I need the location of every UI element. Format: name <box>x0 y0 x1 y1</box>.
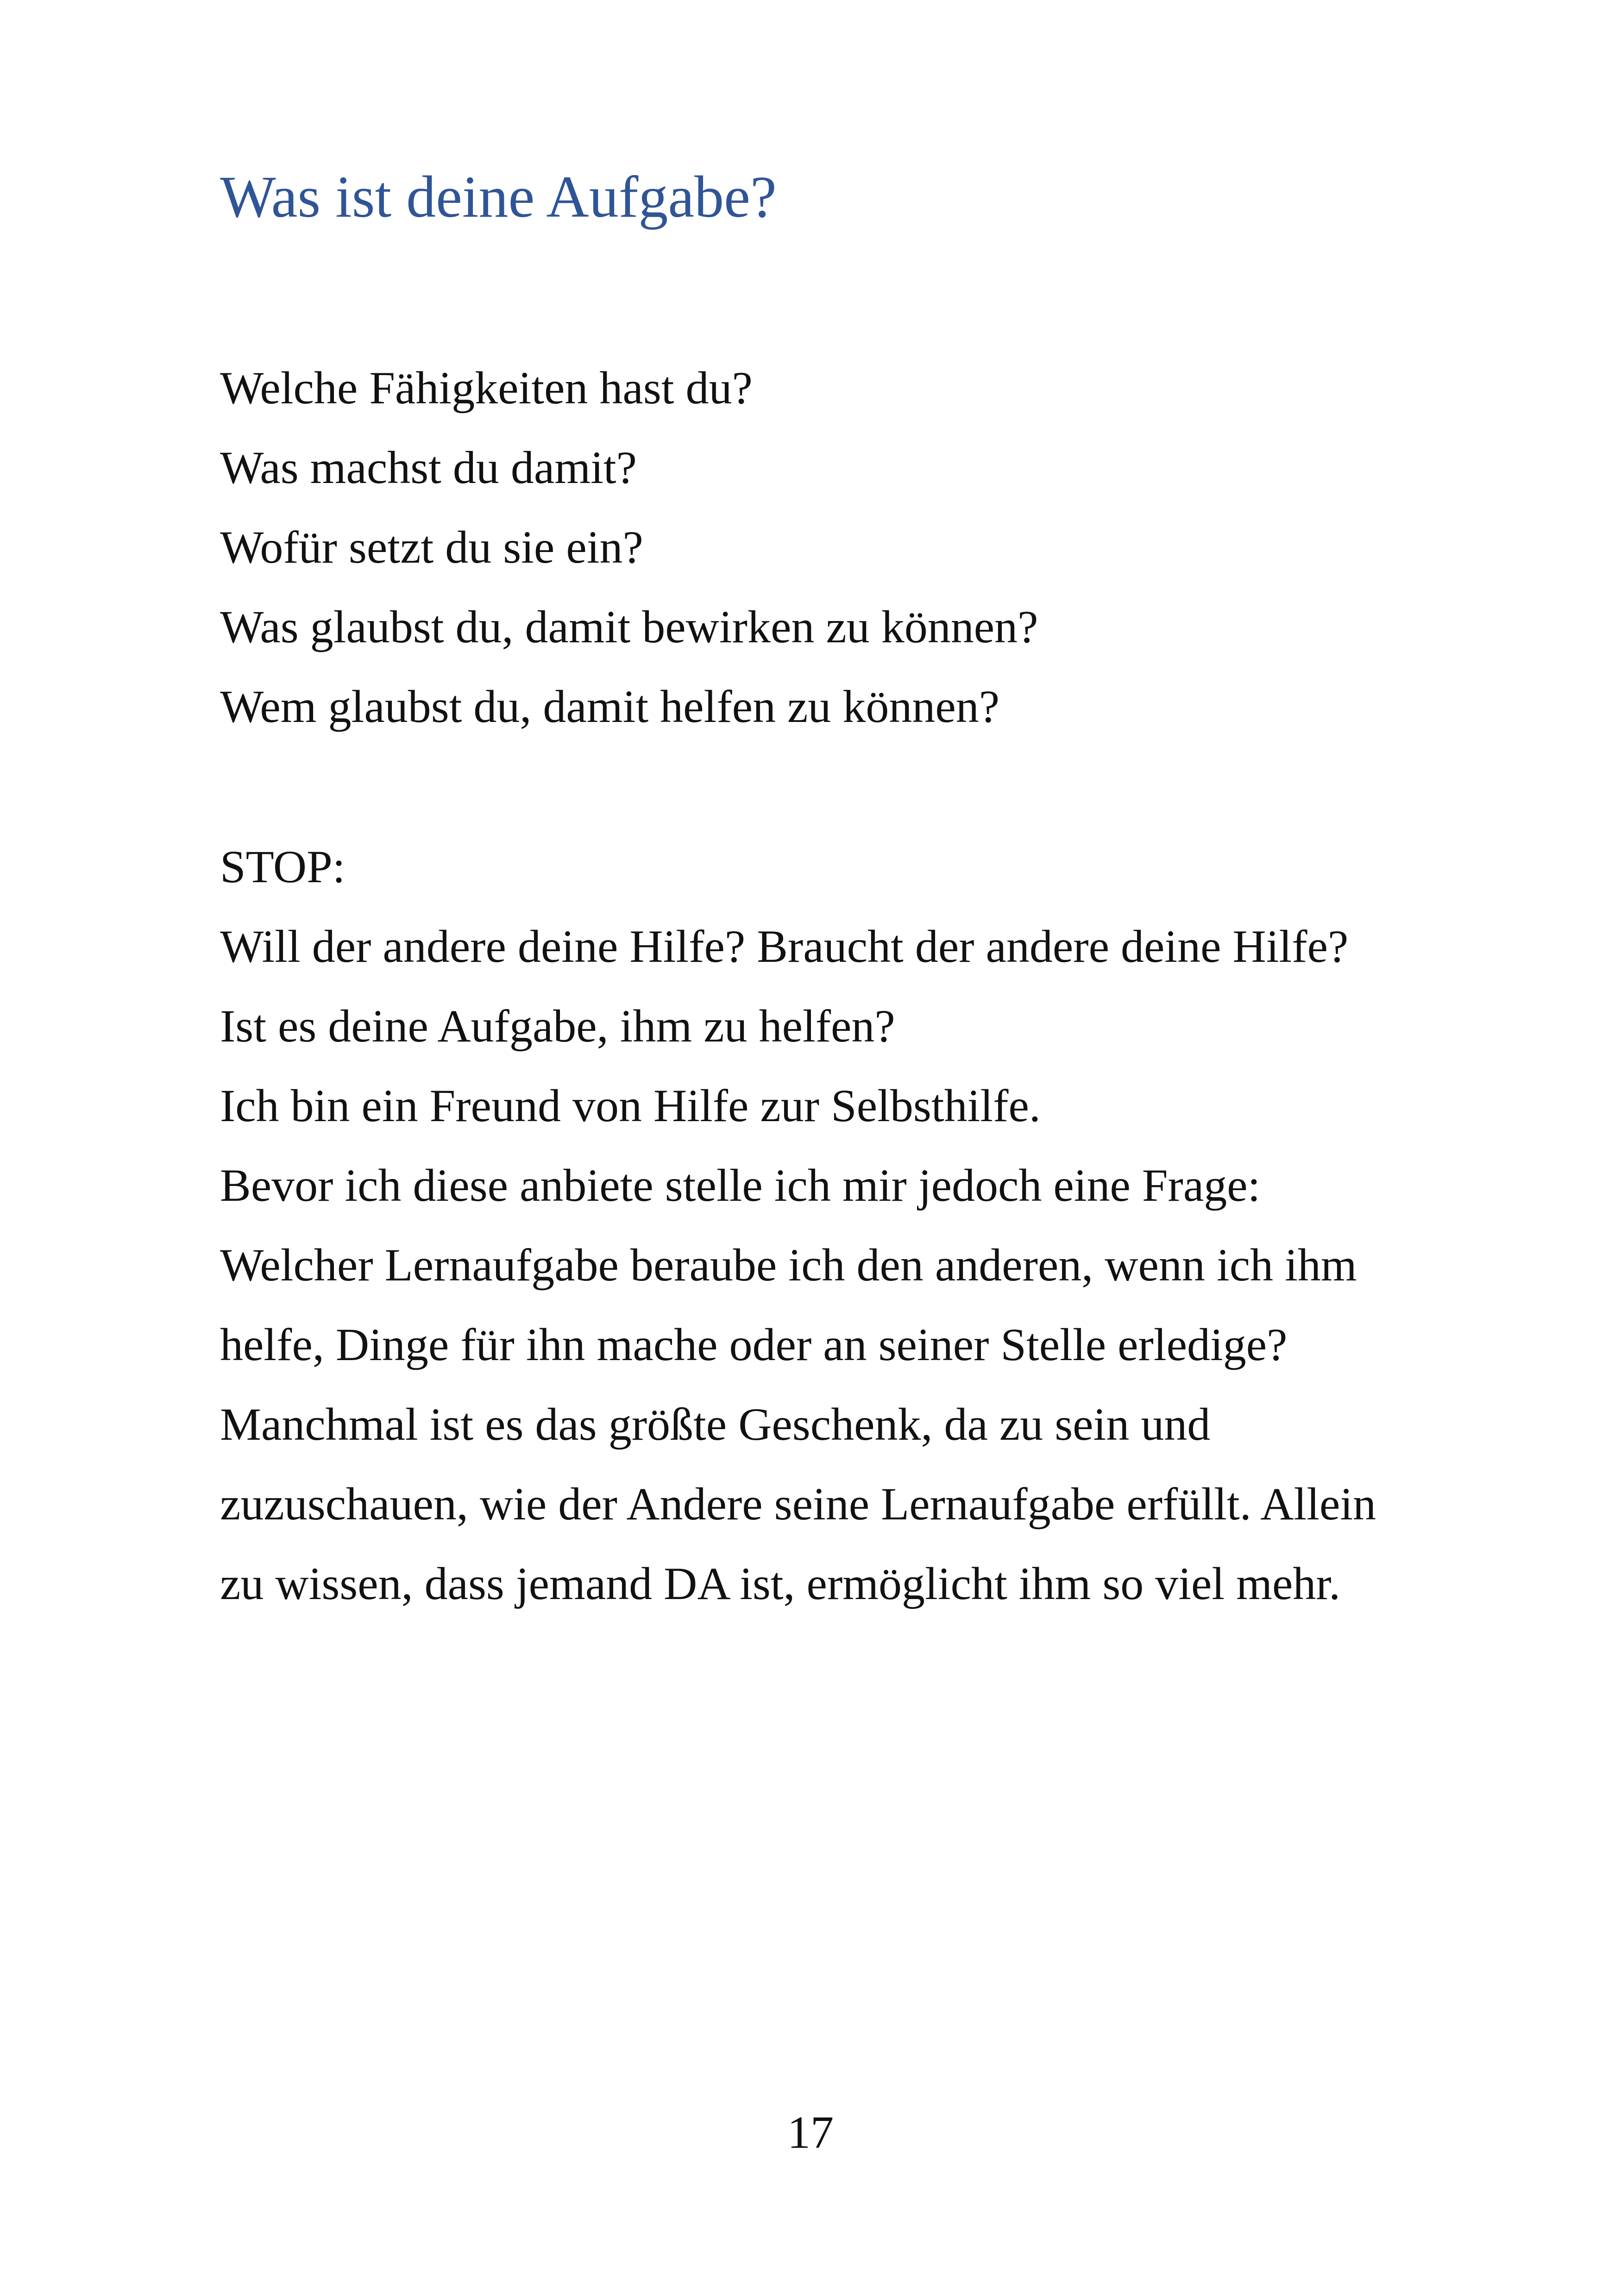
paragraph-line: zu wissen, dass jemand DA ist, ermöglicht ihm so viel mehr. <box>220 1558 1341 1609</box>
question-line: Was glaubst du, damit bewirken zu können? <box>220 601 1038 652</box>
question-line: Welche Fähigkeiten hast du? <box>220 362 753 414</box>
stop-heading: STOP: <box>220 841 346 892</box>
paragraph-line: helfe, Dinge für ihn mache oder an seiner Stelle erledige? <box>220 1319 1288 1370</box>
page-number: 17 <box>787 2107 834 2158</box>
paragraph-line: Bevor ich diese anbiete stelle ich mir jedoch eine Frage: <box>220 1160 1261 1211</box>
paragraph-line: Welcher Lernaufgabe beraube ich den anderen, wenn ich ihm <box>220 1239 1357 1291</box>
paragraph-line: Ist es deine Aufgabe, ihm zu helfen? <box>220 1000 895 1052</box>
question-line: Wofür setzt du sie ein? <box>220 521 643 573</box>
paragraph-line: Ich bin ein Freund von Hilfe zur Selbsthilfe. <box>220 1080 1041 1131</box>
question-line: Wem glaubst du, damit helfen zu können? <box>220 681 1000 732</box>
paragraph-line: Manchmal ist es das größte Geschenk, da zu sein und <box>220 1399 1211 1450</box>
paragraph-line: Will der andere deine Hilfe? Braucht der andere deine Hilfe? <box>220 921 1349 972</box>
paragraph-line: zuzuschauen, wie der Andere seine Lernaufgabe erfüllt. Allein <box>220 1478 1376 1530</box>
page-title: Was ist deine Aufgabe? <box>220 164 777 230</box>
question-list <box>220 348 1038 747</box>
stop-section <box>220 827 1376 1624</box>
question-line: Was machst du damit? <box>220 442 637 493</box>
